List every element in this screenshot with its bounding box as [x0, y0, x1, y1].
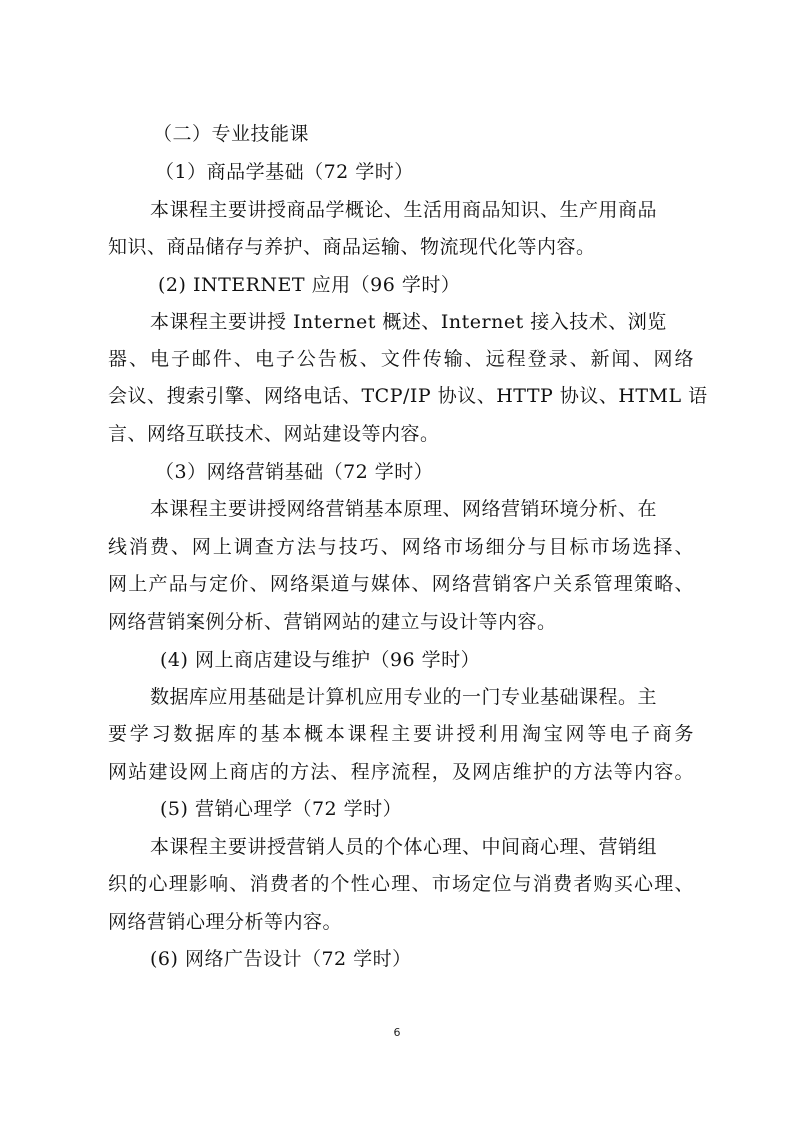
course-description-line: 本课程主要讲授网络营销基本原理、网络营销环境分析、在: [150, 498, 658, 520]
section-title: （二）专业技能课: [153, 123, 310, 145]
course-description-line: 网络营销案例分析、营销网站的建立与设计等内容。: [108, 611, 557, 633]
course-description-line: 本课程主要讲授营销人员的个体心理、中间商心理、营销组: [150, 836, 658, 858]
course-heading: (6) 网络广告设计（72 学时）: [150, 948, 412, 970]
course-description-line: 线消费、网上调查方法与技巧、网络市场细分与目标市场选择、: [108, 536, 694, 558]
page-number: 6: [393, 1026, 401, 1039]
course-description-line: 器、电子邮件、电子公告板、文件传输、远程登录、新闻、网络: [108, 348, 694, 370]
course-description-line: 网上产品与定价、网络渠道与媒体、网络营销客户关系管理策略、: [108, 573, 694, 595]
course-description-line: 网络营销心理分析等内容。: [108, 911, 343, 933]
course-description-line: 织的心理影响、消费者的个性心理、市场定位与消费者购买心理、: [108, 873, 694, 895]
course-description-line: 本课程主要讲授 Internet 概述、Internet 接入技术、浏览: [150, 311, 667, 333]
course-heading: (2) INTERNET 应用（96 学时）: [158, 274, 461, 296]
course-heading: （3）网络营销基础（72 学时）: [155, 461, 434, 483]
course-heading: (5) 营销心理学（72 学时）: [160, 798, 403, 820]
course-heading: (4) 网上商店建设与维护（96 学时）: [160, 649, 481, 671]
course-description-line: 要学习数据库的基本概本课程主要讲授利用淘宝网等电子商务: [108, 723, 694, 745]
course-description-line: 言、网络互联技术、网站建设等内容。: [108, 423, 440, 445]
course-description-line: 本课程主要讲授商品学概论、生活用商品知识、生产用商品: [150, 199, 658, 221]
course-heading: （1）商品学基础（72 学时）: [155, 161, 414, 183]
course-description-line: 会议、搜索引擎、网络电话、TCP/IP 协议、HTTP 协议、HTML 语: [108, 385, 708, 407]
course-description-line: 网站建设网上商店的方法、程序流程，及网店维护的方法等内容。: [108, 761, 694, 783]
course-description-line: 数据库应用基础是计算机应用专业的一门专业基础课程。主: [150, 686, 658, 708]
course-description-line: 知识、商品储存与养护、商品运输、物流现代化等内容。: [108, 236, 596, 258]
